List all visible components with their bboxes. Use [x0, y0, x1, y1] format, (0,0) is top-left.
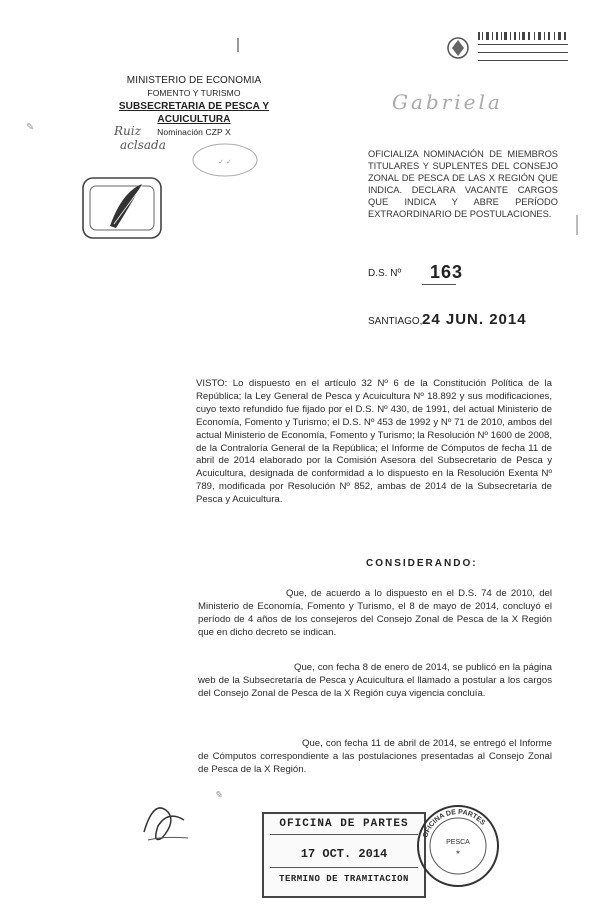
decree-number-underline: [422, 284, 456, 285]
considerando-heading: CONSIDERANDO:: [366, 558, 478, 569]
svg-text:★: ★: [455, 850, 461, 856]
round-stamp-text: OFICINA DE PARTES: [422, 808, 487, 839]
place-label: SANTIAGO,: [368, 316, 423, 327]
handwritten-initials: ✎: [214, 790, 223, 801]
nominacion-label: Nominación CZP X: [157, 127, 231, 137]
svg-text:✓ ✓: ✓ ✓: [218, 159, 232, 166]
ministry-name-2: FOMENTO Y TURISMO: [147, 88, 241, 98]
considerando-paragraph-3: Que, con fecha 11 de abril de 2014, se entregó el Informe de Cómputos correspondiente a las postulaciones presentadas al Consejo Zonal de Pesca de la X Región.: [198, 738, 552, 775]
page-corner-mark: [576, 215, 578, 235]
document-seal-block: [444, 28, 574, 74]
ministry-seal-stamp: [80, 172, 164, 249]
decree-summary: OFICIALIZA NOMINACIÓN DE MIEMBROS TITULARES Y SUPLENTES DEL CONSEJO ZONAL DE PESCA DE LAS X REGIÓN QUE INDICA. DECLARA VACANTE CARGOS QUE INDICA Y ABRE PERÍODO EXTRAORDINARIO DE POSTULACIONES.: [368, 149, 558, 219]
decree-label: D.S. Nº: [368, 268, 402, 279]
signature-check-stamp: [190, 140, 260, 185]
considerando-paragraph-1: Que, de acuerdo a lo dispuesto en el D.S. 74 de 2010, del Ministerio de Economía, Fomento y Turismo, el 8 de mayo de 2014, concluyó el período de 4 años de los consejeros del Consejo Zonal de Pesca de la X Región que en dicho decreto se indican.: [198, 588, 552, 638]
handwritten-annotation-left: Ruiz aclsada: [114, 124, 166, 152]
round-official-stamp: [414, 802, 502, 895]
stamp-date: 17 OCT. 2014: [300, 847, 388, 861]
stamp-rule: [270, 834, 418, 835]
decree-date: 24 JUN. 2014: [422, 311, 527, 328]
subsecretaria-name: SUBSECRETARIA DE PESCA Y ACUICULTURA: [118, 101, 270, 125]
considerando-paragraph-2: Que, con fecha 8 de enero de 2014, se publicó en la página web de la Subsecretaría de Pesca y Acuicultura el llamado a postular a los cargos del Consejo Zonal de Pesca de la X Región cuya vigencia concluía.: [198, 662, 552, 699]
stamp-rule: [270, 867, 418, 868]
handwritten-annotation-top: Gabriela: [392, 90, 503, 114]
margin-mark: ✎: [26, 122, 35, 133]
page-corner-mark: [237, 38, 239, 52]
handwritten-signature: [134, 792, 198, 853]
barcode-icon: [444, 28, 574, 74]
decree-number: 163: [430, 262, 464, 282]
oficina-de-partes-stamp: [262, 812, 426, 898]
ministry-name: MINISTERIO DE ECONOMIA: [126, 75, 262, 86]
round-stamp-center: PESCA: [446, 839, 470, 846]
stamp-footer: TERMINO DE TRAMITACION: [279, 874, 409, 884]
stamp-title: OFICINA DE PARTES: [279, 818, 409, 830]
visto-paragraph: VISTO: Lo dispuesto en el artículo 32 Nº 6 de la Constitución Política de la República; la Ley General de Pesca y Acuicultura Nº 18.892 y sus modificaciones, cuyo texto refundido fue fijado por el D.S. Nº 430, de 1991, del actual Ministerio de Economía, Fomento y Turismo; el D.S. Nº 453 de 1992 y Nº 71 de 2010, ambos del actual Ministerio de Economía, Fomento y Turismo; la Resolución Nº 1600 de 2008, de la Contraloría General de la República; el Informe de Cómputos de fecha 11 de abril de 2014 elaborado por la Comisión Asesora del Subsecretario de Pesca y Acuicultura, designada de conformidad a lo dispuesto en la Resolución Exenta Nº 789, modificada por Resolución Nº 852, ambas de 2014 de la Subsecretaría de Pesca y Acuicultura.: [196, 378, 552, 506]
